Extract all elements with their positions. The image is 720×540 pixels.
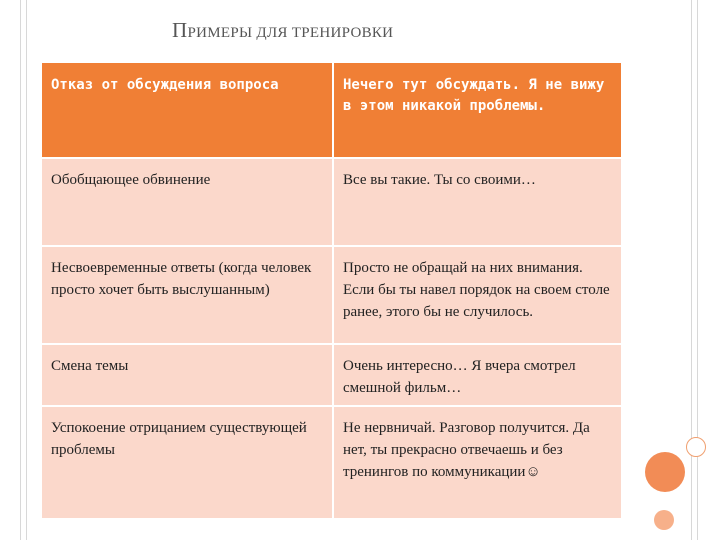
- decor-circle-outline: [686, 437, 706, 457]
- frame-line-left-inner: [26, 0, 27, 540]
- frame-line-left-outer: [20, 0, 21, 540]
- table-header-left: Отказ от обсуждения вопроса: [42, 63, 333, 158]
- examples-table: [42, 63, 621, 520]
- table-row: [42, 344, 621, 406]
- table-header-row: [42, 63, 621, 158]
- table-cell-right: Очень интересно… Я вчера смотрел смешной фильм…: [333, 344, 621, 406]
- table-cell-right: Все вы такие. Ты со своими…: [333, 158, 621, 246]
- title-word1-rest: РИМЕРЫ: [187, 25, 253, 41]
- table-row: [42, 406, 621, 519]
- title-first-letter: П: [172, 18, 188, 42]
- table-header-right: Нечего тут обсуждать. Я не вижу в этом никакой проблемы.: [333, 63, 621, 158]
- table-row: [42, 246, 621, 344]
- frame-line-right-inner: [691, 0, 692, 540]
- table-cell-left: Обобщающее обвинение: [42, 158, 333, 246]
- table-cell-right: Просто не обращай на них внимания. Если бы ты навел порядок на своем столе ранее, этого бы не случилось.: [333, 246, 621, 344]
- table-cell-left: Смена темы: [42, 344, 333, 406]
- title-rest: ДЛЯ ТРЕНИРОВКИ: [252, 25, 394, 41]
- table-cell-left: Несвоевременные ответы (когда человек просто хочет быть выслушанным): [42, 246, 333, 344]
- table-cell-right: Не нервничай. Разговор получится. Да нет, ты прекрасно отвечаешь и без тренингов по коммуникации☺: [333, 406, 621, 519]
- frame-line-right-outer: [697, 0, 698, 540]
- table-row: [42, 158, 621, 246]
- decor-circle-small: [654, 510, 674, 530]
- slide-title: [172, 18, 393, 43]
- decor-circle-large: [645, 452, 685, 492]
- table-cell-left: Успокоение отрицанием существующей проблемы: [42, 406, 333, 519]
